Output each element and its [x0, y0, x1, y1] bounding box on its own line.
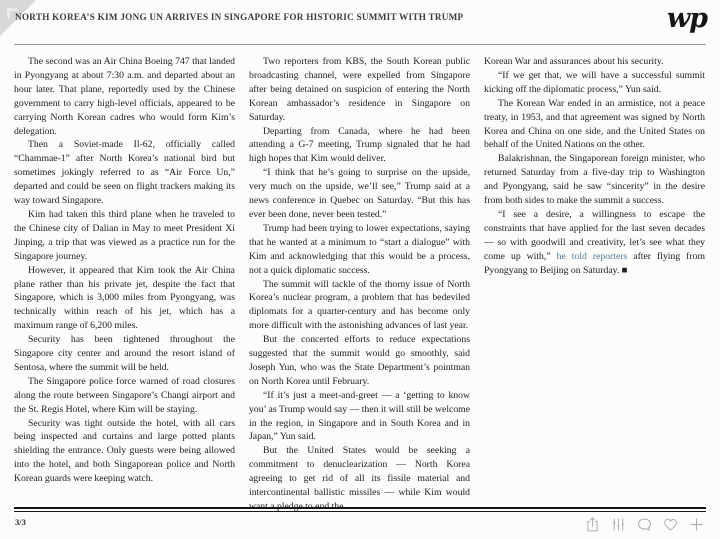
favorite-icon[interactable]	[662, 516, 679, 533]
paragraph: “I think that he’s going to surprise on the upside, very much on the upside, we’ll see,” Trump said at a news conference in Quebec on Saturday. “But this has ever been done, never been tested.”	[249, 167, 470, 220]
paragraph: The Singapore police force warned of road closures along the route between Singapore’s Changi airport and the St. Regis Hotel, where Kim will be staying.	[14, 375, 235, 415]
paragraph: The second was an Air China Boeing 747 that landed in Pyongyang at about 7:30 a.m. and departed about an hour later. That plane, reportedly used by the Chinese government to carry high-level officials, appeared to be carrying North Korean cadres who would form Kim’s delegation.	[14, 56, 235, 137]
article-column-1	[14, 55, 235, 514]
paragraph: “If it’s just a meet-and-greet — a ‘getting to know you’ as Trump would say — then it will still be welcome in the region, in Singapore and in South Korea and in Japan,” Yun said.	[249, 389, 470, 443]
header-rule	[14, 44, 706, 45]
paragraph: Security was tight outside the hotel, with all cars being inspected and curtains and large potted plants shielding the entrance. Only guests were being allowed into the hotel, and both Singaporean police and North Korean guards were keeping watch.	[14, 417, 235, 485]
paragraph: But the United States would be seeking a commitment to denuclearization — North Korea agreeing to get rid of all its fissile material and intercontinental ballistic missiles — while Kim would want a pledge to end the	[249, 445, 470, 512]
paragraph-text: “I see a desire, a willingness to escape the constraints that have applied for the last seven decades — so with goodwill and creativity, let’s see what they come up with,”	[484, 208, 705, 262]
paragraph: Two reporters from KBS, the South Korean public broadcasting channel, were expelled from Singapore after being detained on suspicion of entering the North Korean ambassador’s residence in Singapore on Saturday.	[249, 56, 470, 123]
paragraph: Balakrishnan, the Singaporean foreign minister, who returned Saturday from a five-day trip to Washington and Pyongyang, said he saw “sincerity” in the desire from both sides to make the summit a success.	[484, 153, 705, 207]
paragraph: Trump had been trying to lower expectations, saying that he wanted at a minimum to “start a dialogue” with Kim and acknowledging that this would be a process, not a quick diplomatic success.	[249, 222, 470, 276]
paragraph: Security has been tightened throughout the Singapore city center and around the resort island of Sentosa, where the summit will be held.	[14, 334, 235, 373]
comments-icon[interactable]	[636, 516, 653, 533]
text-settings-icon[interactable]	[610, 516, 627, 533]
he-told-reporters-link[interactable]: he told reporters	[556, 250, 628, 262]
article-column-2	[249, 55, 470, 514]
footer-toolbar	[584, 516, 705, 533]
paragraph: Korean War and assurances about his security.	[484, 56, 664, 67]
paragraph: Kim had taken this third plane when he traveled to the Chinese city of Dalian in May to meet President Xi Jinping, a trip that was viewed as a practice run for the Singapore journey.	[14, 208, 235, 262]
paragraph: But the concerted efforts to reduce expectations suggested that the summit would go smoothly, said Joseph Yun, who was the State Department’s pointman on North Korea until February.	[249, 334, 470, 387]
share-icon[interactable]	[584, 516, 601, 533]
paragraph: “If we get that, we will have a successful summit kicking off the diplomatic process,” Yun said.	[484, 69, 705, 95]
add-icon[interactable]	[688, 516, 705, 533]
paragraph-text: after flying from Pyongyang to Beijing on Saturday. ■	[484, 250, 706, 276]
paragraph: However, it appeared that Kim took the Air China plane rather than his private jet, despite the fact that Singapore, which is 3,000 miles from Pyongyang, was technically within reach of his jet, which has a maximum range of 6,200 miles.	[14, 264, 235, 332]
paragraph: Then a Soviet-made Il-62, officially called “Chammae-1” after North Korea’s national bird but sometimes jokingly referred to as “Air Force Un,” departed and could be seen on flight trackers making its way toward Singapore.	[14, 139, 235, 207]
paragraph	[484, 208, 705, 278]
page-indicator: 3/3	[15, 517, 26, 527]
article-title: NORTH KOREA’S KIM JONG UN ARRIVES IN SINGAPORE FOR HISTORIC SUMMIT WITH TRUMP	[15, 12, 464, 22]
paragraph: The Korean War ended in an armistice, not a peace treaty, in 1953, and that agreement was signed by North Korea and China on one side, and the United States on behalf of the United Nations on the other.	[484, 97, 705, 151]
article-column-3	[484, 55, 705, 514]
wp-logo: wp	[666, 3, 707, 34]
paragraph: Departing from Canada, where he had been attending a G-7 meeting, Trump signaled that he had high hopes that Kim would deliver.	[249, 125, 470, 165]
footer-rule	[14, 507, 706, 512]
paragraph: The summit will tackle of the thorny issue of North Korea’s nuclear program, a problem that has bedeviled diplomats for a quarter-century and has become only more difficult with the astonishing advances of last year.	[249, 278, 470, 332]
article-body	[14, 55, 706, 514]
